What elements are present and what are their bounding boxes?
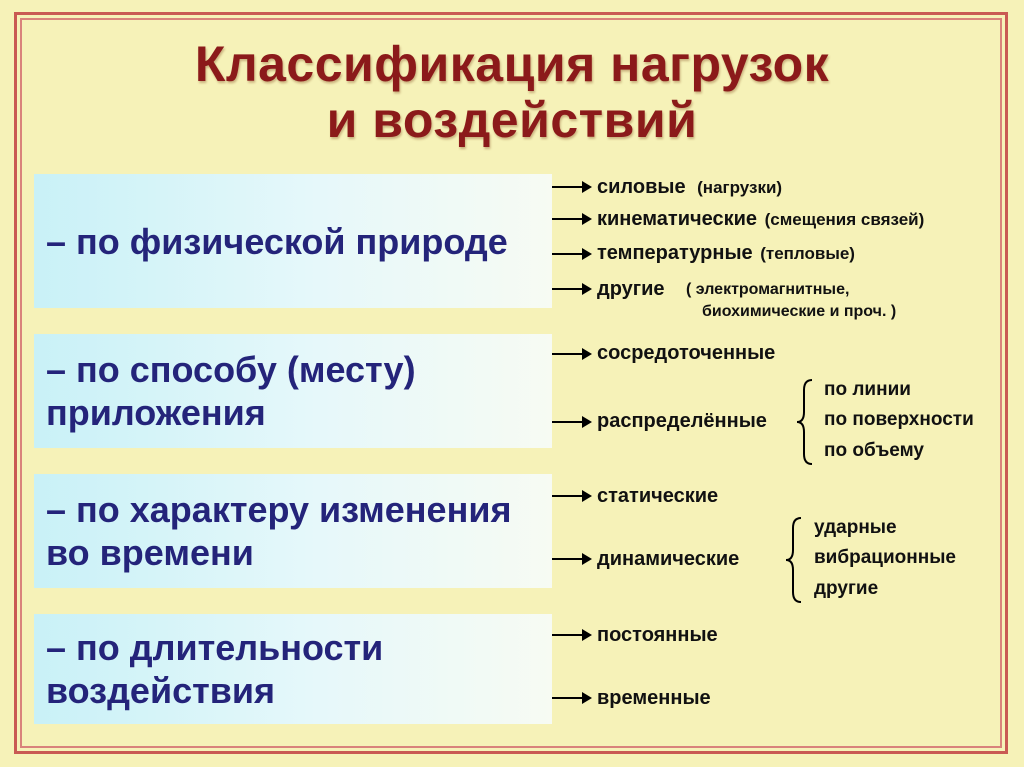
- item-note: (смещения связей): [764, 210, 925, 229]
- title-line-2: и воздействий: [326, 92, 698, 148]
- category-physical-nature: [34, 174, 552, 308]
- item-note-line-1: ( электромагнитные,: [686, 281, 850, 298]
- item-kinematic: [597, 207, 924, 232]
- slide-title: [0, 36, 1024, 148]
- brace-icon: [785, 516, 805, 604]
- item-static: статические: [597, 485, 719, 507]
- sub-along-line: по линии: [824, 379, 911, 400]
- arrow-icon: [552, 186, 590, 188]
- item-label: кинематические: [597, 208, 758, 230]
- item-dynamic: динамические: [597, 548, 740, 570]
- category-time-variation: [34, 474, 552, 588]
- category-label: – по физической природе: [46, 220, 508, 262]
- arrow-icon: [552, 697, 590, 699]
- arrow-icon: [552, 353, 590, 355]
- sub-vibration: вибрационные: [814, 547, 956, 568]
- item-note-line-2: биохимические и проч. ): [702, 303, 897, 320]
- arrow-icon: [552, 288, 590, 290]
- item-label: температурные: [597, 242, 753, 264]
- category-application-method: [34, 334, 552, 448]
- category-label: – по характеру изменения во времени: [46, 489, 512, 573]
- sub-over-volume: по объему: [824, 440, 924, 461]
- category-label: – по длительности воздействия: [46, 627, 384, 711]
- title-line-1: Классификация нагрузок: [194, 36, 830, 92]
- arrow-icon: [552, 495, 590, 497]
- item-concentrated: сосредоточенные: [597, 342, 776, 364]
- item-distributed: распределённые: [597, 410, 767, 432]
- sub-over-surface: по поверхности: [824, 409, 974, 430]
- brace-icon: [796, 378, 816, 466]
- item-permanent: постоянные: [597, 624, 718, 646]
- category-label: – по способу (месту) приложения: [46, 349, 416, 433]
- item-note: (тепловые): [760, 244, 855, 263]
- item-temperature: [597, 241, 855, 266]
- arrow-icon: [552, 634, 590, 636]
- arrow-icon: [552, 218, 590, 220]
- item-other-physical: [597, 277, 665, 301]
- sub-impact: ударные: [814, 517, 897, 538]
- item-label: силовые: [597, 176, 686, 198]
- item-label: другие: [597, 278, 665, 300]
- item-force: [597, 175, 782, 200]
- arrow-icon: [552, 558, 590, 560]
- category-duration: [34, 614, 552, 724]
- arrow-icon: [552, 421, 590, 423]
- item-note: (нагрузки): [697, 178, 783, 197]
- item-temporary: временные: [597, 687, 711, 709]
- arrow-icon: [552, 253, 590, 255]
- sub-other-dynamic: другие: [814, 578, 879, 599]
